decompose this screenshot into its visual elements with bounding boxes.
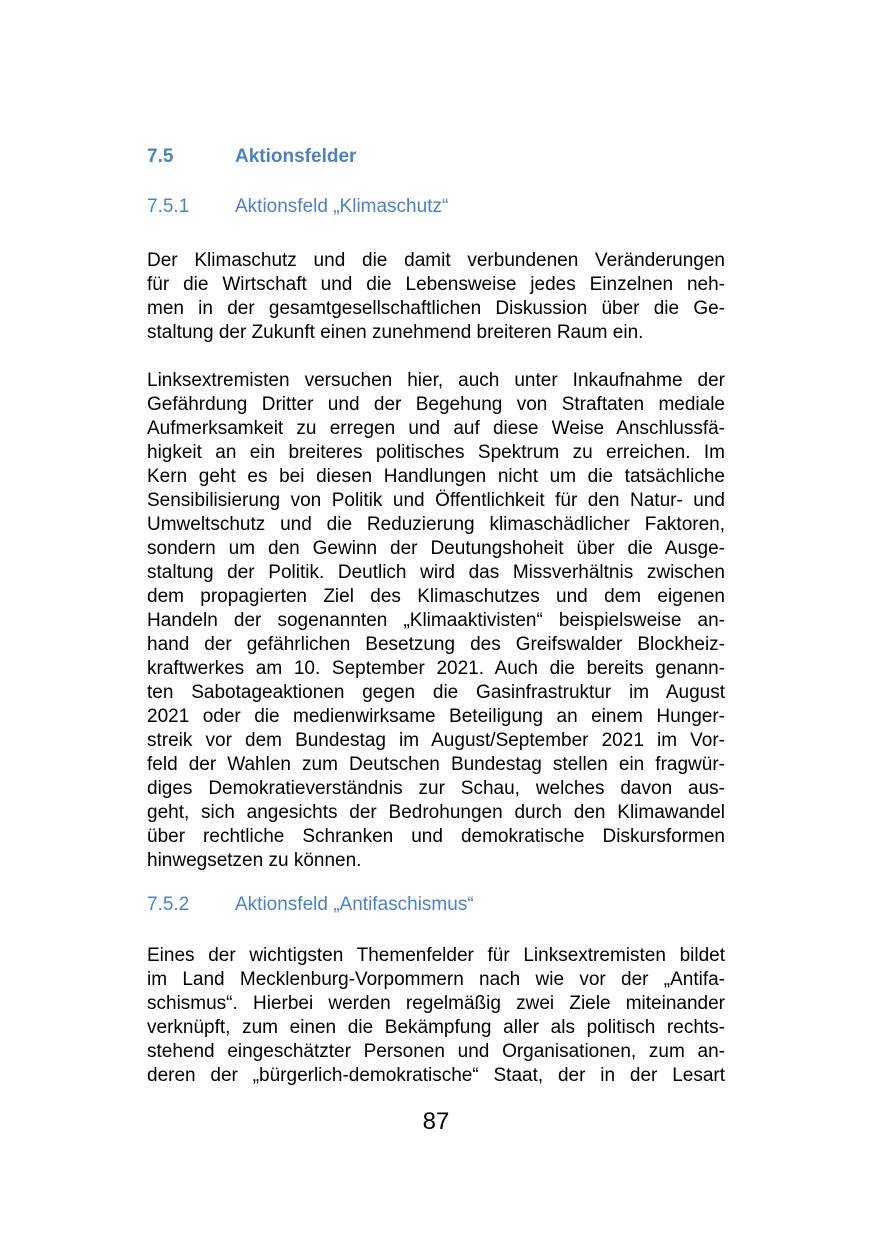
text-line: deren der „bürgerlich-demokratische“ Staat, der in der Lesart bbox=[147, 1065, 725, 1086]
subsection-number: 7.5.2 bbox=[147, 894, 190, 915]
text-line: diges Demokratieverständnis zur Schau, welches davon aus- bbox=[147, 778, 725, 799]
text-line: schismus“. Hierbei werden regelmäßig zwei Ziele miteinander bbox=[147, 993, 725, 1014]
section-heading bbox=[147, 146, 725, 172]
text-line: Linksextremisten versuchen hier, auch unter Inkaufnahme der bbox=[147, 370, 725, 391]
subsection-number: 7.5.1 bbox=[147, 196, 190, 217]
text-line: Eines der wichtigsten Themenfelder für Linksextremisten bildet bbox=[147, 945, 725, 966]
text-line: über rechtliche Schranken und demokratische Diskursformen bbox=[147, 826, 725, 847]
text-line: ten Sabotageaktionen gegen die Gasinfrastruktur im August bbox=[147, 682, 725, 703]
text-line: geht, sich angesichts der Bedrohungen durch den Klimawandel bbox=[147, 802, 725, 823]
text-line: Handeln der sogenannten „Klimaaktivisten“ beispielsweise an- bbox=[147, 610, 725, 631]
text-line: higkeit an ein breiteres politisches Spektrum zu erreichen. Im bbox=[147, 442, 725, 463]
text-line: Der Klimaschutz und die damit verbundenen Veränderungen bbox=[147, 250, 725, 271]
page-number: 87 bbox=[422, 1108, 450, 1135]
text-line: kraftwerkes am 10. September 2021. Auch die bereits genann- bbox=[147, 658, 725, 679]
text-line: Kern geht es bei diesen Handlungen nicht um die tatsächliche bbox=[147, 466, 725, 487]
subsection-title: Aktionsfeld „Klimaschutz“ bbox=[235, 196, 449, 217]
text-line: sondern um den Gewinn der Deutungshoheit über die Ausge- bbox=[147, 538, 725, 559]
text-line: Gefährdung Dritter und der Begehung von Straftaten mediale bbox=[147, 394, 725, 415]
text-line: für die Wirtschaft und die Lebensweise jedes Einzelnen neh- bbox=[147, 274, 725, 295]
section-title: Aktionsfelder bbox=[235, 146, 357, 167]
subsection-heading-klimaschutz bbox=[147, 196, 725, 222]
subsection-title: Aktionsfeld „Antifaschismus“ bbox=[235, 894, 474, 915]
text-line: verknüpft, zum einen die Bekämpfung aller als politisch rechts- bbox=[147, 1017, 725, 1038]
text-line: streik vor dem Bundestag im August/September 2021 im Vor- bbox=[147, 730, 725, 751]
text-line: staltung der Politik. Deutlich wird das Missverhältnis zwischen bbox=[147, 562, 725, 583]
text-line: hinwegsetzen zu können. bbox=[147, 850, 362, 871]
text-line: Aufmerksamkeit zu erregen und auf diese Weise Anschlussfä- bbox=[147, 418, 725, 439]
text-line: stehend eingeschätzter Personen und Organisationen, zum an- bbox=[147, 1041, 725, 1062]
text-line: dem propagierten Ziel des Klimaschutzes und dem eigenen bbox=[147, 586, 725, 607]
subsection-heading-antifaschismus bbox=[147, 894, 725, 920]
section-number: 7.5 bbox=[147, 146, 174, 167]
text-line: Umweltschutz und die Reduzierung klimaschädlicher Faktoren, bbox=[147, 514, 725, 535]
text-line: 2021 oder die medienwirksame Beteiligung an einem Hunger- bbox=[147, 706, 725, 727]
paragraph-klimaschutz-linksextremisten bbox=[147, 369, 725, 873]
document-page bbox=[147, 0, 725, 1241]
text-line: men in der gesamtgesellschaftlichen Diskussion über die Ge- bbox=[147, 298, 725, 319]
text-line: Sensibilisierung von Politik und Öffentlichkeit für den Natur- und bbox=[147, 490, 725, 511]
paragraph-klimaschutz-intro bbox=[147, 249, 725, 345]
text-line: im Land Mecklenburg-Vorpommern nach wie vor der „Antifa- bbox=[147, 969, 725, 990]
text-line: feld der Wahlen zum Deutschen Bundestag stellen ein fragwür- bbox=[147, 754, 725, 775]
paragraph-antifaschismus bbox=[147, 944, 725, 1088]
text-line: hand der gefährlichen Besetzung des Greifswalder Blockheiz- bbox=[147, 634, 725, 655]
text-line: staltung der Zukunft einen zunehmend breiteren Raum ein. bbox=[147, 322, 644, 343]
